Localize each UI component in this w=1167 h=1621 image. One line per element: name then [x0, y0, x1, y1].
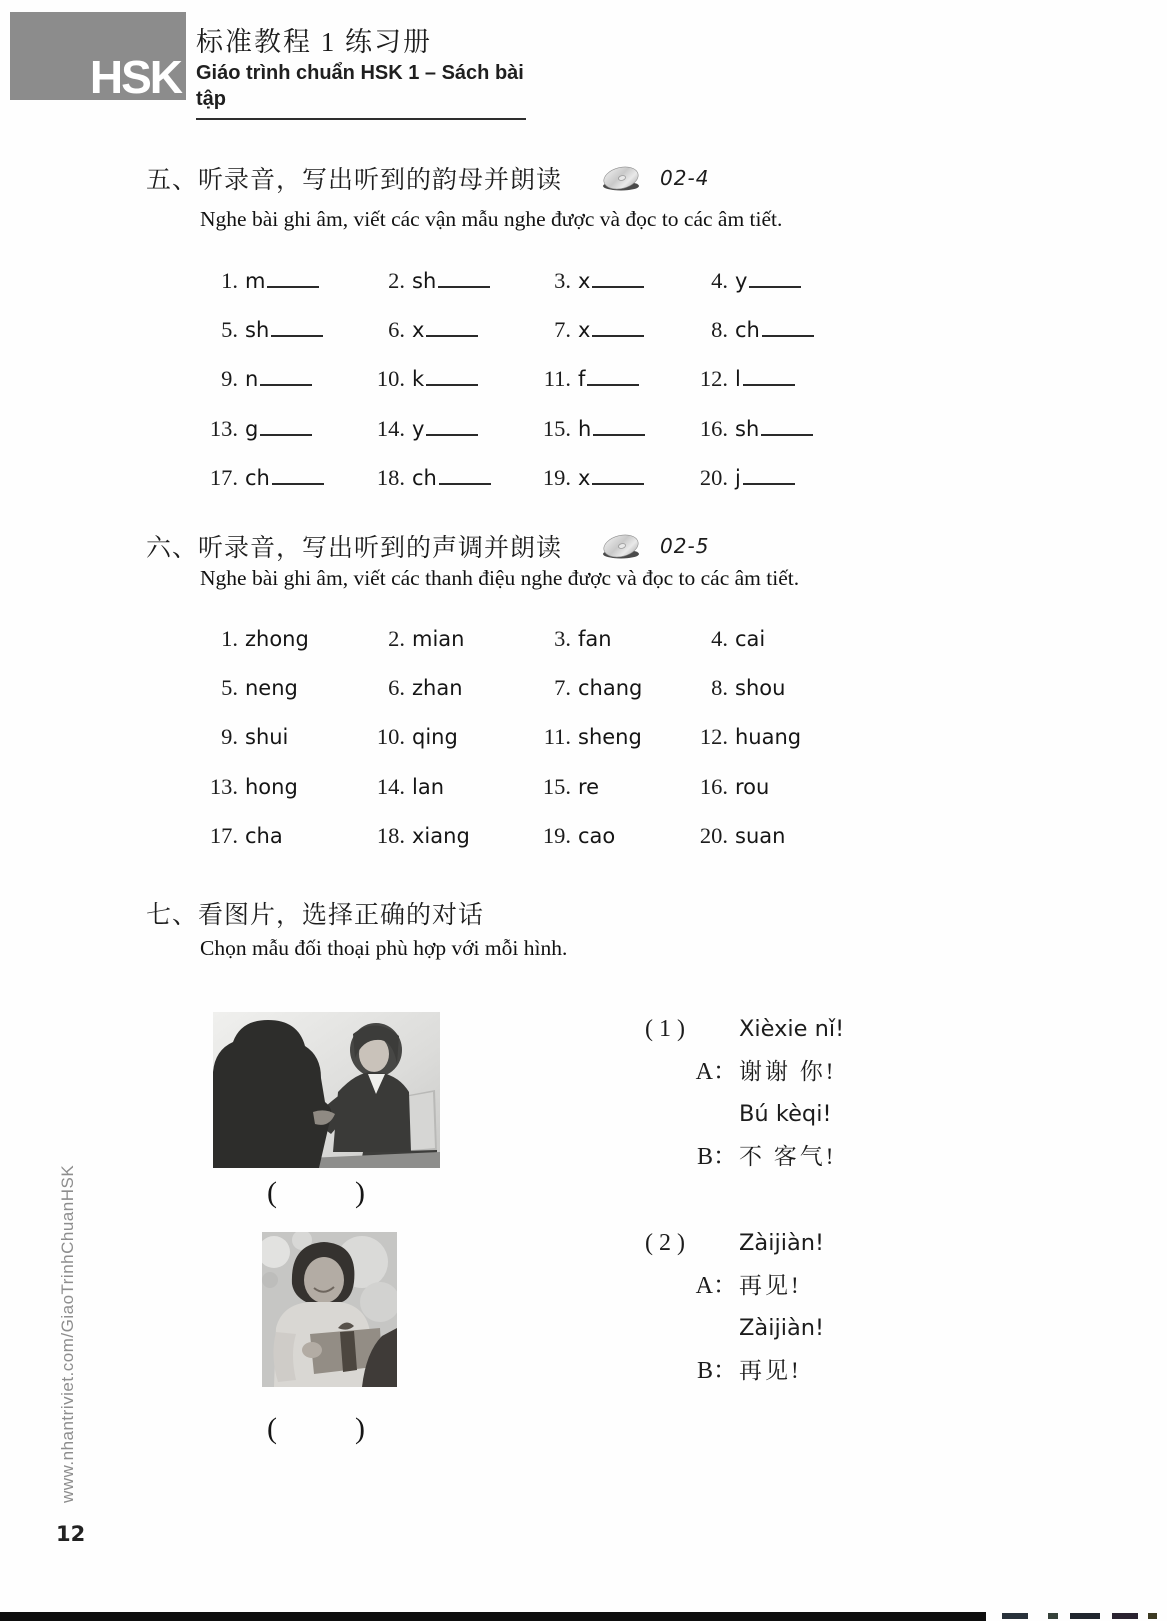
cd-disc-icon: [600, 164, 644, 192]
dialogue-1-pinyin-b: Bú kèqi!: [739, 1101, 832, 1127]
item-syllable: huang: [735, 725, 802, 750]
dialogue-2: [645, 1222, 1065, 1392]
answer-blank-line: [260, 419, 312, 436]
answer-blank-line: [592, 271, 644, 288]
exercise-item: [200, 317, 367, 343]
item-number: 4.: [711, 267, 728, 293]
scan-edge-mark: [1070, 1613, 1100, 1619]
item-number: 15.: [542, 415, 571, 441]
page-number: 12: [56, 1522, 86, 1546]
audio-track-label: 02-4: [660, 166, 710, 190]
item-number: 20.: [699, 465, 728, 491]
item-initial: sh: [735, 416, 760, 441]
audio-track-label: 02-5: [660, 534, 710, 558]
dialogue-2-speaker-b: B：: [696, 1357, 737, 1384]
hsk-logo: HSK: [89, 50, 181, 103]
item-initial: x: [578, 268, 591, 293]
section6-heading: [146, 528, 709, 564]
answer-blank-line: [426, 369, 478, 386]
item-syllable: cao: [578, 824, 616, 849]
item-number: 14.: [376, 415, 405, 441]
item-number: 11.: [543, 724, 571, 750]
answer-blank-line: [761, 419, 813, 436]
exercise-item: [533, 317, 690, 343]
scan-edge-bar: [0, 1612, 986, 1621]
exercise-item: [367, 774, 533, 800]
answer-blank-line: [271, 320, 323, 337]
answer-blank-1: ( ): [267, 1176, 367, 1209]
item-number: 4.: [711, 625, 728, 651]
item-syllable: chang: [578, 676, 643, 701]
section6-number: 六、: [146, 535, 199, 562]
item-initial: m: [245, 268, 266, 293]
item-number: 12.: [699, 366, 728, 392]
exercise-item: [367, 317, 533, 343]
answer-blank-line: [592, 320, 644, 337]
item-syllable: cai: [735, 626, 766, 651]
item-syllable: qing: [412, 725, 458, 750]
exercise-item: [690, 774, 862, 800]
exercise-item: [690, 268, 862, 294]
exercise-item: [367, 268, 533, 294]
item-syllable: re: [578, 774, 600, 799]
item-number: 2.: [388, 625, 405, 651]
item-number: 14.: [376, 773, 405, 799]
item-initial: j: [735, 466, 741, 491]
book-title-vi: Giáo trình chuẩn HSK 1 – Sách bài tập: [196, 61, 524, 110]
exercise-item: [533, 675, 690, 701]
item-number: 19.: [542, 823, 571, 849]
dialogue-1-speaker-a: A：: [695, 1058, 737, 1085]
exercise-item: [200, 823, 367, 849]
item-number: 13.: [209, 415, 238, 441]
exercise-item: [690, 366, 862, 392]
cd-disc-icon: [600, 532, 644, 560]
book-title-block: [196, 26, 526, 120]
dialogue-2-number: ( 2 ): [645, 1230, 685, 1256]
exercise-item: [533, 268, 690, 294]
item-initial: x: [578, 466, 591, 491]
answer-blank-line: [749, 271, 801, 288]
answer-blank-line: [438, 271, 490, 288]
item-number: 7.: [554, 675, 571, 701]
item-syllable: zhan: [412, 676, 463, 701]
spacer: [645, 1307, 737, 1350]
dialogue-2-pinyin-a: Zàijiàn!: [739, 1230, 825, 1256]
exercise-item: [200, 724, 367, 750]
item-number: 8.: [711, 675, 728, 701]
item-number: 12.: [699, 724, 728, 750]
scan-edge-mark: [1112, 1613, 1138, 1619]
exercise-item: [533, 823, 690, 849]
answer-blank-line: [426, 419, 478, 436]
dialogue-2-pinyin-b: Zàijiàn!: [739, 1315, 825, 1341]
item-syllable: suan: [735, 824, 786, 849]
exercise-item: [690, 416, 862, 442]
answer-blank-line: [743, 369, 795, 386]
exercise-item: [690, 626, 862, 652]
item-initial: x: [578, 318, 591, 343]
item-initial: sh: [245, 318, 270, 343]
item-number: 6.: [388, 317, 405, 343]
item-number: 3.: [554, 625, 571, 651]
item-initial: ch: [245, 466, 270, 491]
exercise-item: [533, 626, 690, 652]
item-number: 6.: [388, 675, 405, 701]
hsk-logo-box: [10, 12, 186, 103]
exercise-item: [200, 366, 367, 392]
item-syllable: mian: [412, 626, 465, 651]
item-syllable: shui: [245, 725, 289, 750]
item-number: 18.: [376, 823, 405, 849]
answer-blank-2: ( ): [267, 1412, 367, 1445]
item-initial: h: [578, 416, 592, 441]
item-number: 3.: [554, 267, 571, 293]
exercise-item: [367, 465, 533, 491]
item-number: 16.: [699, 773, 728, 799]
item-number: 20.: [699, 823, 728, 849]
item-initial: g: [245, 416, 259, 441]
exercise-item: [533, 416, 690, 442]
item-number: 1.: [221, 625, 238, 651]
item-initial: y: [412, 416, 425, 441]
exercise-item: [200, 675, 367, 701]
item-initial: ch: [735, 318, 760, 343]
item-syllable: shou: [735, 676, 786, 701]
item-number: 9.: [221, 724, 238, 750]
section7-subtitle-vi: Chọn mẫu đối thoại phù hợp với mỗi hình.: [200, 936, 568, 960]
item-syllable: xiang: [412, 824, 470, 849]
item-syllable: neng: [245, 676, 298, 701]
exercise-item: [367, 626, 533, 652]
answer-blank-line: [593, 419, 645, 436]
item-number: 8.: [711, 317, 728, 343]
answer-blank-line: [426, 320, 478, 337]
item-syllable: zhong: [245, 626, 309, 651]
section5-number: 五、: [146, 167, 199, 194]
dialogue-1-line-b: 不 客气!: [739, 1143, 837, 1169]
item-number: 11.: [543, 366, 571, 392]
dialogue-2-speaker-a: A：: [695, 1272, 737, 1299]
section7-title: 看图片，选择正确的对话: [198, 902, 485, 929]
item-number: 17.: [209, 823, 238, 849]
item-number: 10.: [376, 724, 405, 750]
dialogue-1-pinyin-a: Xièxie nǐ!: [739, 1016, 845, 1042]
answer-blank-line: [260, 369, 312, 386]
section5-heading: [146, 160, 709, 196]
item-number: 10.: [376, 366, 405, 392]
dialogue-2-line-a: 再见!: [739, 1272, 802, 1298]
item-initial: y: [735, 268, 748, 293]
answer-blank-line: [272, 468, 324, 485]
section5-subtitle-vi: Nghe bài ghi âm, viết các vận mẫu nghe được và đọc to các âm tiết.: [200, 207, 783, 231]
item-initial: f: [578, 367, 586, 392]
answer-blank-line: [439, 468, 491, 485]
item-number: 1.: [221, 267, 238, 293]
exercise-item: [690, 724, 862, 750]
section6-title: 听录音，写出听到的声调并朗读: [198, 535, 563, 562]
section5-title: 听录音，写出听到的韵母并朗读: [198, 167, 563, 194]
item-number: 7.: [554, 317, 571, 343]
dialogue-2-line-b: 再见!: [739, 1357, 802, 1383]
answer-blank-line: [267, 271, 319, 288]
item-number: 9.: [221, 366, 238, 392]
exercise-item: [367, 366, 533, 392]
item-number: 17.: [209, 465, 238, 491]
item-syllable: fan: [578, 626, 612, 651]
item-syllable: hong: [245, 774, 298, 799]
scan-edge-mark: [1048, 1613, 1058, 1619]
exercise-item: [690, 675, 862, 701]
item-syllable: cha: [245, 824, 283, 849]
dialogue-1-line-a: 谢谢 你!: [739, 1058, 837, 1084]
item-number: 5.: [221, 675, 238, 701]
book-title-zh: 标准教程 1 练习册: [196, 27, 432, 57]
exercise-item: [533, 366, 690, 392]
item-number: 18.: [376, 465, 405, 491]
photo-gift-woman: [262, 1232, 397, 1387]
item-initial: k: [412, 367, 425, 392]
item-initial: n: [245, 367, 259, 392]
spacer: [645, 1093, 737, 1136]
publisher-url-vertical: www.nhantriviet.com/GiaoTrinhChuanHSK: [58, 1164, 77, 1503]
item-initial: x: [412, 318, 425, 343]
exercise-item: [690, 317, 862, 343]
section5-items: [200, 256, 862, 503]
exercise-item: [367, 823, 533, 849]
exercise-item: [533, 465, 690, 491]
scan-edge-mark: [1148, 1613, 1157, 1619]
dialogue-1-speaker-b: B：: [696, 1143, 737, 1170]
item-number: 13.: [209, 773, 238, 799]
item-initial: sh: [412, 268, 437, 293]
item-syllable: lan: [412, 774, 445, 799]
item-number: 19.: [542, 465, 571, 491]
item-number: 2.: [388, 267, 405, 293]
exercise-item: [367, 675, 533, 701]
answer-blank-line: [743, 468, 795, 485]
scan-edge-mark: [1002, 1613, 1028, 1619]
exercise-item: [200, 774, 367, 800]
exercise-item: [690, 823, 862, 849]
exercise-item: [690, 465, 862, 491]
item-syllable: sheng: [578, 725, 642, 750]
item-initial: ch: [412, 466, 437, 491]
answer-blank-line: [592, 468, 644, 485]
answer-blank-line: [587, 369, 639, 386]
section7-heading: [146, 895, 484, 931]
item-initial: l: [735, 367, 741, 392]
section6-subtitle-vi: Nghe bài ghi âm, viết các thanh điệu nghe được và đọc to các âm tiết.: [200, 566, 800, 590]
answer-blank-line: [762, 320, 814, 337]
item-number: 5.: [221, 317, 238, 343]
photo-interview-handshake: [213, 1012, 440, 1168]
exercise-item: [533, 724, 690, 750]
exercise-item: [367, 724, 533, 750]
item-number: 16.: [699, 415, 728, 441]
section6-items: [200, 614, 862, 861]
exercise-item: [200, 416, 367, 442]
section7-number: 七、: [146, 902, 199, 929]
item-number: 15.: [542, 773, 571, 799]
exercise-item: [533, 774, 690, 800]
item-syllable: rou: [735, 774, 770, 799]
exercise-item: [200, 626, 367, 652]
dialogue-1: [645, 1008, 1065, 1178]
exercise-item: [200, 268, 367, 294]
dialogue-1-number: ( 1 ): [645, 1016, 685, 1042]
exercise-item: [200, 465, 367, 491]
exercise-item: [367, 416, 533, 442]
